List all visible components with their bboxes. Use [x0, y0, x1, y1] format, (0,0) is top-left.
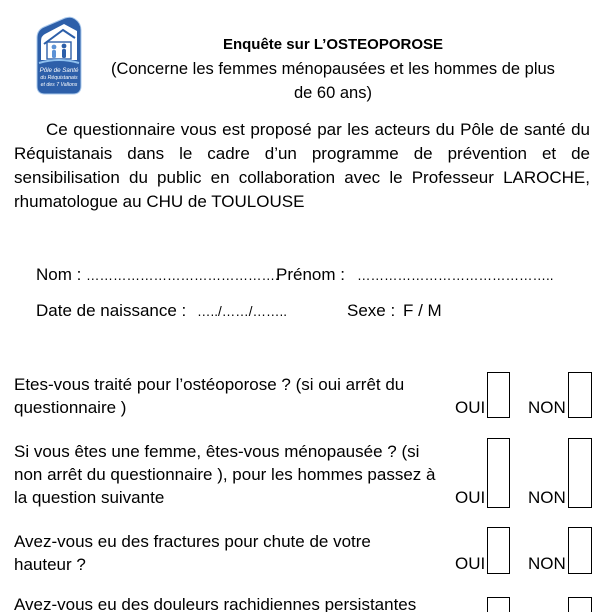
question-1-no-checkbox[interactable]: [568, 372, 592, 418]
question-3-no-label: NON: [528, 554, 566, 573]
question-3-line-1: Avez-vous eu des fractures pour chute de votre: [14, 532, 371, 551]
logo-person-head-2: [62, 44, 67, 49]
question-3-yes-checkbox[interactable]: [487, 527, 510, 574]
question-4-line-1: Avez-vous eu des douleurs rachidiennes persistantes: [14, 595, 417, 612]
question-2-no-label: NON: [528, 488, 566, 507]
question-4-yes-checkbox[interactable]: [487, 597, 510, 612]
nom-label: Nom :: [36, 265, 82, 284]
question-2-yes-label: OUI: [455, 488, 486, 507]
sex-options: F / M: [403, 301, 442, 320]
question-1-line-1: Etes-vous traité pour l’ostéoporose ? (si oui arrêt du: [14, 375, 405, 394]
question-4-no-checkbox[interactable]: [568, 597, 592, 612]
question-2-line-2: non arrêt du questionnaire ), pour les hommes passez à: [14, 465, 436, 484]
pole-sante-logo: [35, 16, 83, 96]
prenom-blank-field: ……………………………………..: [357, 268, 554, 283]
birth-date-label: Date de naissance :: [36, 301, 187, 320]
logo-person-body-1: [52, 50, 56, 58]
question-3-line-2: hauteur ?: [14, 555, 86, 574]
question-3-yes-label: OUI: [455, 554, 486, 573]
intro-line-4: rhumatologue au CHU de TOULOUSE: [14, 192, 305, 211]
question-1-yes-checkbox[interactable]: [487, 372, 510, 418]
intro-line-2: Réquistanais dans le cadre d’un programme de prévention et de: [14, 144, 590, 163]
document-title: Enquête sur L’OSTEOPOROSE: [222, 36, 444, 53]
question-1-no-label: NON: [528, 398, 566, 417]
logo-person-body-2: [62, 49, 66, 58]
intro-line-1: Ce questionnaire vous est proposé par les acteurs du Pôle de santé du: [46, 120, 590, 139]
subtitle-line-1: (Concerne les femmes ménopausées et les hommes de plus: [111, 60, 555, 78]
nom-blank-field: …………………………………….: [86, 268, 279, 283]
question-2-line-1: Si vous êtes une femme, êtes-vous ménopausée ? (si: [14, 442, 420, 461]
subtitle-line-2: de 60 ans): [294, 84, 372, 102]
logo-text-line-1: Pôle de Santé: [39, 67, 79, 74]
question-2-yes-checkbox[interactable]: [487, 438, 510, 508]
intro-line-3: sensibilisation du public en collaboration avec le Professeur LAROCHE,: [14, 168, 590, 187]
birth-date-blank-field: …../……/……..: [197, 304, 288, 319]
sex-label: Sexe :: [347, 301, 396, 320]
question-1-line-2: questionnaire ): [14, 398, 127, 417]
logo-text-line-3: et des 7 Vallons: [40, 82, 78, 88]
question-3-no-checkbox[interactable]: [568, 527, 592, 574]
logo-text-line-2: du Réquistanais: [40, 75, 78, 81]
question-2-line-3: la question suivante: [14, 488, 165, 507]
question-2-no-checkbox[interactable]: [568, 438, 592, 508]
prenom-label: Prénom :: [276, 265, 345, 284]
question-1-yes-label: OUI: [455, 398, 486, 417]
logo-person-head-1: [52, 45, 57, 50]
